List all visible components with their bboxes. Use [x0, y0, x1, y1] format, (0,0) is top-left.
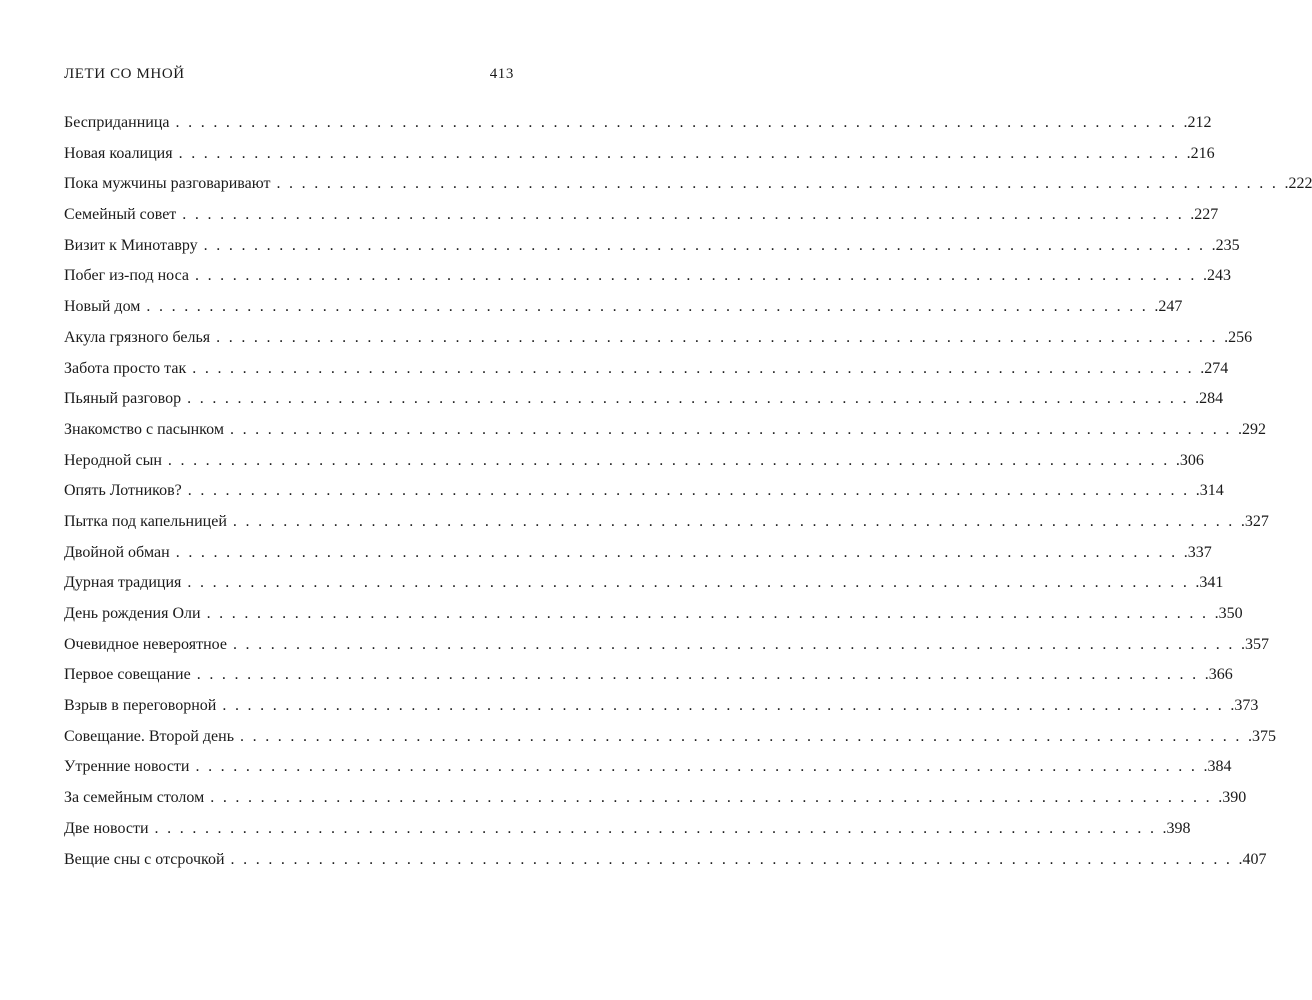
toc-entry-title: Взрыв в переговорной — [64, 697, 217, 715]
toc-entry-page: .375 — [1248, 727, 1276, 745]
toc-entry[interactable] — [64, 691, 1259, 722]
toc-entry[interactable] — [64, 568, 1224, 599]
toc-entry-page: .407 — [1238, 850, 1267, 868]
toc-entry[interactable] — [64, 139, 1215, 170]
toc-entry-title: Дурная традиция — [64, 574, 182, 592]
toc-entry-page: .373 — [1230, 697, 1259, 715]
toc-entry-page: .256 — [1224, 328, 1253, 346]
toc-entry[interactable] — [64, 630, 1269, 661]
toc-entry-title: Побег из-под носа — [64, 267, 189, 285]
toc-entry[interactable] — [64, 354, 1229, 385]
dot-leader: ................................................................................ — [276, 175, 1285, 193]
toc-entry-page: .327 — [1240, 512, 1269, 530]
dot-leader: ................................................................................ — [182, 206, 1191, 224]
toc-entry-page: .212 — [1183, 114, 1212, 131]
table-of-contents — [64, 108, 1312, 875]
toc-entry[interactable] — [64, 108, 1212, 139]
toc-entry-title: День рождения Оли — [64, 605, 201, 622]
dot-leader: ................................................................................ — [195, 758, 1204, 776]
toc-entry-title: Акула грязного белья — [64, 328, 211, 346]
dot-leader: ................................................................................ — [222, 697, 1231, 715]
toc-entry-title: Пытка под капельницей — [64, 512, 227, 530]
toc-entry[interactable] — [64, 446, 1204, 477]
dot-leader: ................................................................................ — [187, 574, 1196, 592]
toc-entry-page: .247 — [1154, 298, 1183, 316]
toc-entry-page: .350 — [1214, 605, 1243, 622]
dot-leader: ................................................................................ — [192, 359, 1201, 377]
running-head — [64, 66, 514, 90]
toc-entry-page: .284 — [1195, 390, 1224, 408]
toc-entry[interactable] — [64, 231, 1240, 262]
dot-leader: ................................................................................ — [194, 267, 1203, 285]
toc-entry-page: .314 — [1195, 482, 1224, 500]
toc-entry[interactable] — [64, 660, 1233, 691]
dot-leader: ................................................................................ — [216, 328, 1225, 346]
toc-entry-title: Первое совещание — [64, 666, 191, 684]
dot-leader: ................................................................................ — [154, 819, 1163, 837]
toc-entry-page: .341 — [1195, 574, 1224, 592]
toc-entry-page: .390 — [1218, 789, 1247, 807]
toc-entry-title: Пока мужчины разговаривают — [64, 175, 271, 193]
toc-entry-title: Вещие сны с отсрочкой — [64, 850, 225, 868]
toc-entry-title: Новая коалиция — [64, 144, 173, 162]
book-title: ЛЕТИ СО МНОЙ — [64, 66, 185, 82]
toc-entry-title: Очевидное невероятное — [64, 635, 227, 653]
dot-leader: ................................................................................ — [175, 543, 1184, 561]
toc-entry[interactable] — [64, 384, 1224, 415]
toc-entry-title: Две новости — [64, 819, 149, 837]
toc-entry-page: .398 — [1162, 819, 1191, 837]
dot-leader: ................................................................................ — [196, 666, 1205, 684]
dot-leader: ................................................................................ — [167, 451, 1176, 469]
toc-entry[interactable] — [64, 415, 1266, 446]
toc-entry[interactable] — [64, 845, 1267, 876]
toc-entry-title: Бесприданница — [64, 114, 170, 131]
toc-entry-page: .216 — [1186, 144, 1215, 162]
toc-entry-title: Неродной сын — [64, 451, 162, 469]
dot-leader: ................................................................................ — [178, 144, 1187, 162]
toc-entry[interactable] — [64, 169, 1312, 200]
dot-leader: ................................................................................ — [187, 482, 1196, 500]
dot-leader: ................................................................................ — [229, 420, 1238, 438]
toc-entry-page: .357 — [1240, 635, 1269, 653]
toc-entry[interactable] — [64, 476, 1224, 507]
toc-entry-title: Новый дом — [64, 298, 141, 316]
dot-leader: ................................................................................ — [203, 236, 1212, 254]
toc-entry-title: За семейным столом — [64, 789, 205, 807]
toc-entry[interactable] — [64, 783, 1247, 814]
toc-entry-page: .235 — [1211, 236, 1240, 254]
toc-entry[interactable] — [64, 292, 1183, 323]
toc-entry-page: .243 — [1202, 267, 1231, 285]
toc-entry[interactable] — [64, 538, 1212, 569]
toc-entry[interactable] — [64, 507, 1269, 538]
dot-leader: ................................................................................ — [232, 635, 1241, 653]
toc-entry-title: Семейный совет — [64, 206, 177, 224]
toc-entry[interactable] — [64, 323, 1253, 354]
toc-entry-page: .384 — [1203, 758, 1232, 776]
toc-entry-title: Забота просто так — [64, 359, 187, 377]
toc-entry[interactable] — [64, 814, 1191, 845]
toc-entry-page: .337 — [1183, 543, 1212, 561]
toc-entry-page: .292 — [1237, 420, 1266, 438]
dot-leader: ................................................................................ — [187, 390, 1196, 408]
toc-entry-title: Двойной обман — [64, 543, 170, 561]
toc-entry[interactable] — [64, 722, 1276, 753]
toc-entry-page: .274 — [1200, 359, 1229, 377]
toc-entry-title: Опять Лотников? — [64, 482, 182, 500]
toc-entry-title: Знакомство с пасынком — [64, 420, 224, 438]
toc-entry[interactable] — [64, 599, 1243, 630]
dot-leader: ................................................................................ — [240, 727, 1248, 745]
toc-entry-page: .227 — [1190, 206, 1219, 224]
dot-leader: ................................................................................ — [146, 298, 1155, 316]
dot-leader: ................................................................................ — [232, 512, 1241, 530]
dot-leader: ................................................................................ — [210, 789, 1219, 807]
toc-entry-page: .366 — [1204, 666, 1233, 684]
dot-leader: ................................................................................ — [175, 114, 1184, 131]
toc-entry-title: Визит к Минотавру — [64, 236, 198, 254]
page-number: 413 — [489, 66, 514, 82]
toc-entry-title: Утренние новости — [64, 758, 190, 776]
dot-leader: ................................................................................ — [230, 850, 1239, 868]
toc-entry-title: Совещание. Второй день — [64, 727, 234, 745]
toc-entry-page: .306 — [1175, 451, 1204, 469]
toc-entry-page: .222 — [1284, 175, 1312, 193]
toc-entry[interactable] — [64, 752, 1232, 783]
toc-entry-title: Пьяный разговор — [64, 390, 182, 408]
toc-entry[interactable] — [64, 200, 1219, 231]
dot-leader: ................................................................................ — [206, 605, 1215, 622]
toc-entry[interactable] — [64, 261, 1231, 292]
